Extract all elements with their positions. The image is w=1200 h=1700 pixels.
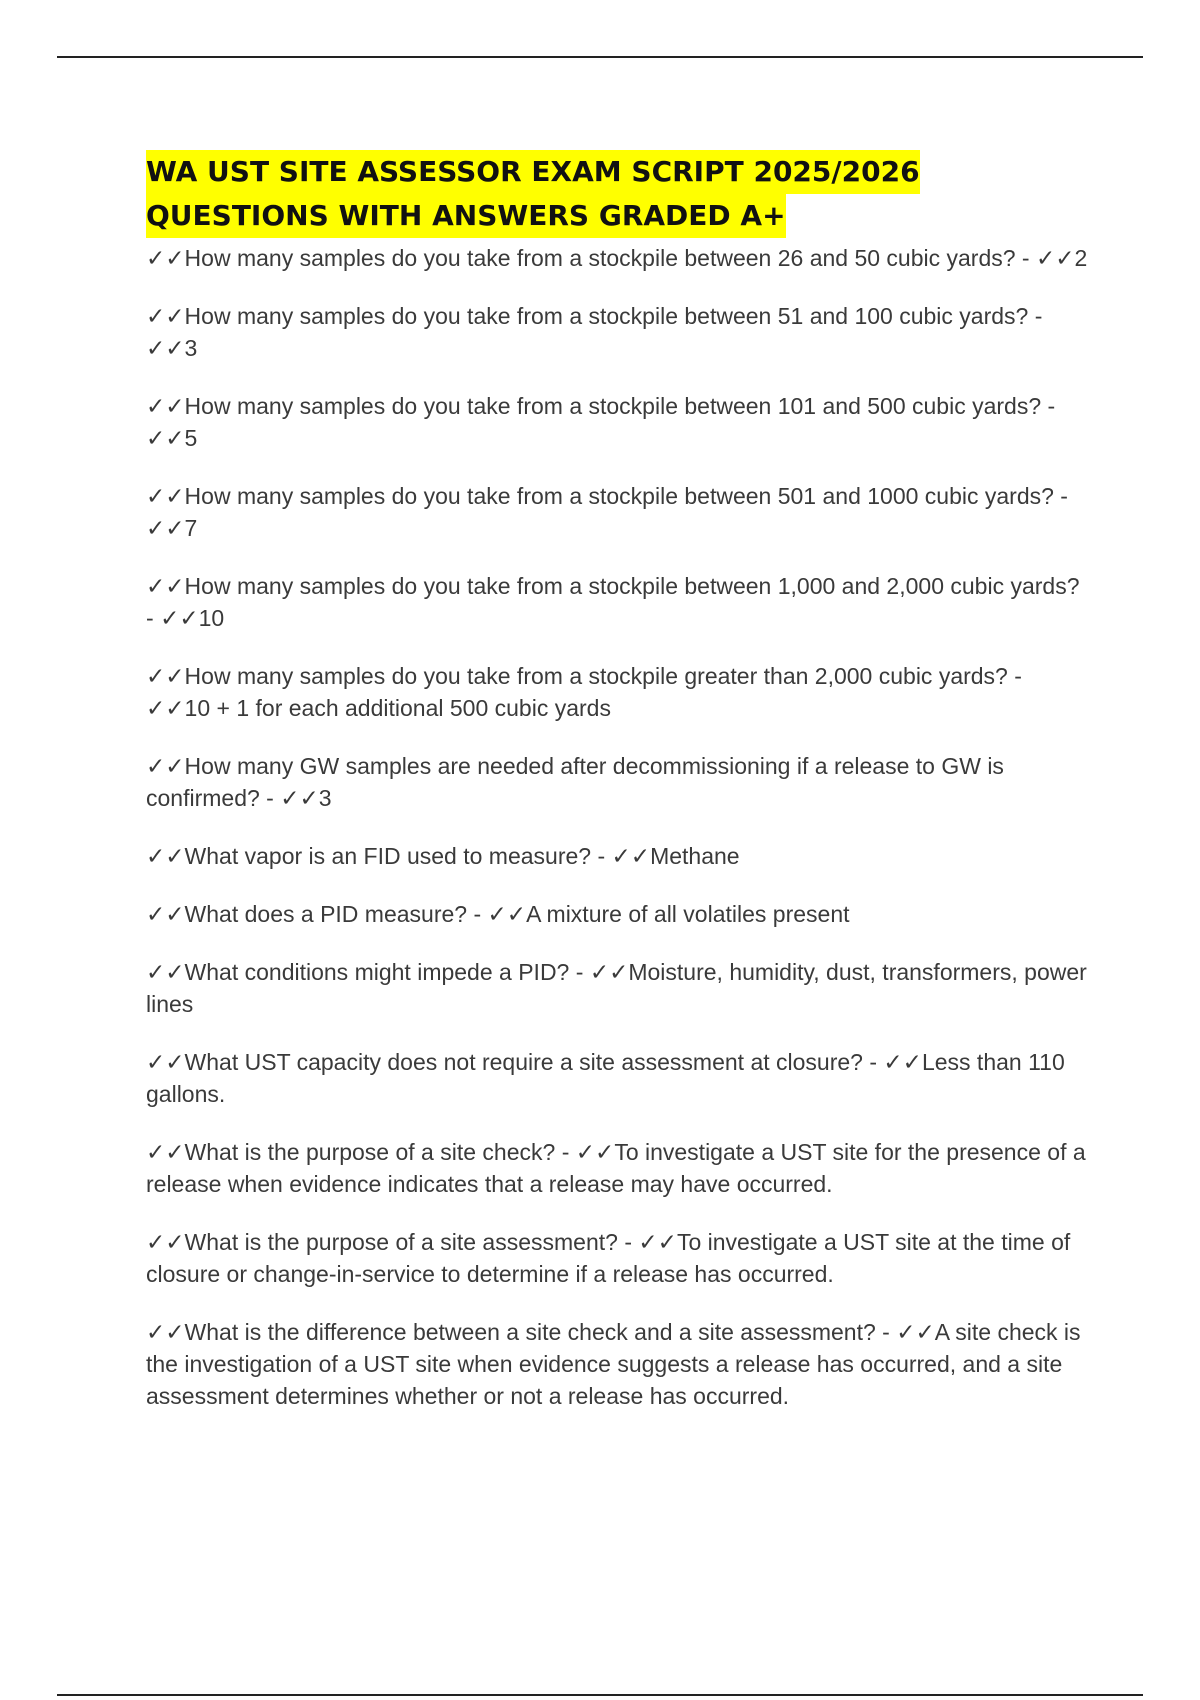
qa-separator: - — [1015, 245, 1036, 271]
qa-separator: - — [1053, 483, 1068, 509]
question-check-marks: ✓✓ — [146, 303, 185, 329]
question-text: What UST capacity does not require a site assessment at closure? — [184, 1049, 863, 1075]
question-check-marks: ✓✓ — [146, 483, 185, 509]
question-check-marks: ✓✓ — [146, 573, 185, 599]
question-check-marks: ✓✓ — [146, 663, 185, 689]
qa-separator: - — [591, 843, 612, 869]
answer-check-marks: ✓✓ — [575, 1139, 615, 1165]
top-rule — [57, 56, 1143, 58]
title-line-2: QUESTIONS WITH ANSWERS GRADED A+ — [146, 194, 786, 238]
answer-check-marks: ✓✓ — [883, 1049, 922, 1075]
answer-text: 3 — [318, 785, 332, 811]
question-text: What is the purpose of a site assessment? — [184, 1229, 618, 1255]
answer-check-marks: ✓✓ — [146, 425, 185, 451]
answer-check-marks: ✓✓ — [589, 959, 629, 985]
qa-list — [146, 242, 1092, 1412]
answer-text: Methane — [650, 843, 740, 869]
qa-separator: - — [1028, 303, 1043, 329]
answer-check-marks: ✓✓ — [611, 843, 651, 869]
question-text: How many samples do you take from a stockpile between 51 and 100 cubic yards? — [184, 303, 1029, 329]
question-text: What is the purpose of a site check? — [184, 1139, 556, 1165]
qa-item — [146, 1226, 1092, 1290]
qa-item — [146, 660, 1092, 724]
qa-item — [146, 1136, 1092, 1200]
question-check-marks: ✓✓ — [146, 1319, 185, 1345]
qa-item — [146, 840, 1092, 872]
answer-check-marks: ✓✓ — [146, 515, 185, 541]
qa-item — [146, 956, 1092, 1020]
qa-separator: - — [259, 785, 281, 811]
answer-text: 3 — [184, 335, 198, 361]
question-check-marks: ✓✓ — [146, 1049, 185, 1075]
question-text: How many samples do you take from a stockpile between 501 and 1000 cubic yards? — [184, 483, 1054, 509]
answer-text: 10 + 1 for each additional 500 cubic yards — [184, 695, 611, 721]
question-text: What vapor is an FID used to measure? — [184, 843, 592, 869]
question-text: How many GW samples are needed after decommissioning if a release to GW is confirmed? — [146, 753, 1004, 811]
qa-separator: - — [1041, 393, 1056, 419]
qa-item — [146, 570, 1092, 634]
document-body — [146, 150, 1092, 1412]
bottom-rule — [57, 1694, 1143, 1696]
question-text: How many samples do you take from a stockpile between 101 and 500 cubic yards? — [184, 393, 1042, 419]
qa-item — [146, 898, 1092, 930]
question-check-marks: ✓✓ — [146, 959, 185, 985]
answer-text: Less than 110 gallons. — [146, 1049, 1065, 1107]
question-text: What conditions might impede a PID? — [184, 959, 570, 985]
answer-text: 5 — [184, 425, 198, 451]
qa-separator: - — [862, 1049, 884, 1075]
question-check-marks: ✓✓ — [146, 1229, 185, 1255]
question-text: What does a PID measure? — [184, 901, 468, 927]
qa-item — [146, 750, 1092, 814]
qa-item — [146, 480, 1092, 544]
question-check-marks: ✓✓ — [146, 1139, 185, 1165]
answer-check-marks: ✓✓ — [487, 901, 527, 927]
qa-separator: - — [467, 901, 488, 927]
answer-text: 7 — [184, 515, 198, 541]
question-text: How many samples do you take from a stockpile greater than 2,000 cubic yards? — [184, 663, 1008, 689]
question-text: How many samples do you take from a stockpile between 1,000 and 2,000 cubic yards? — [184, 573, 1080, 599]
answer-check-marks: ✓✓ — [638, 1229, 677, 1255]
answer-check-marks: ✓✓ — [160, 605, 199, 631]
answer-check-marks: ✓✓ — [146, 695, 185, 721]
qa-separator: - — [617, 1229, 639, 1255]
answer-text: To investigate a UST site at the time of closure or change-in-service to determine if a release has occurred. — [146, 1229, 1071, 1287]
qa-item — [146, 1316, 1092, 1412]
question-check-marks: ✓✓ — [146, 901, 185, 927]
title-line-1: WA UST SITE ASSESSOR EXAM SCRIPT 2025/2026 — [146, 150, 920, 194]
question-check-marks: ✓✓ — [146, 245, 185, 271]
question-check-marks: ✓✓ — [146, 843, 185, 869]
answer-text: A mixture of all volatiles present — [526, 901, 850, 927]
question-text: How many samples do you take from a stockpile between 26 and 50 cubic yards? — [184, 245, 1016, 271]
qa-item — [146, 242, 1092, 274]
qa-separator: - — [569, 959, 590, 985]
qa-item — [146, 300, 1092, 364]
answer-check-marks: ✓✓ — [896, 1319, 935, 1345]
qa-separator: - — [555, 1139, 576, 1165]
answer-check-marks: ✓✓ — [1036, 245, 1075, 271]
qa-separator: - — [1007, 663, 1022, 689]
answer-check-marks: ✓✓ — [280, 785, 319, 811]
question-check-marks: ✓✓ — [146, 753, 185, 779]
qa-separator: - — [875, 1319, 897, 1345]
question-text: What is the difference between a site check and a site assessment? — [184, 1319, 876, 1345]
answer-text: 2 — [1074, 245, 1088, 271]
question-check-marks: ✓✓ — [146, 393, 185, 419]
answer-text: A site check is the investigation of a UST site when evidence suggests a release has occurred, and a site assessment determines whether or not a release has occurred. — [146, 1319, 1081, 1409]
qa-separator: - — [146, 605, 161, 631]
document-title — [146, 150, 1092, 238]
answer-text: 10 — [198, 605, 225, 631]
answer-check-marks: ✓✓ — [146, 335, 185, 361]
answer-text: To investigate a UST site for the presence of a release when evidence indicates that a release may have occurred. — [146, 1139, 1086, 1197]
answer-text: Moisture, humidity, dust, transformers, power lines — [146, 959, 1087, 1017]
qa-item — [146, 1046, 1092, 1110]
qa-item — [146, 390, 1092, 454]
